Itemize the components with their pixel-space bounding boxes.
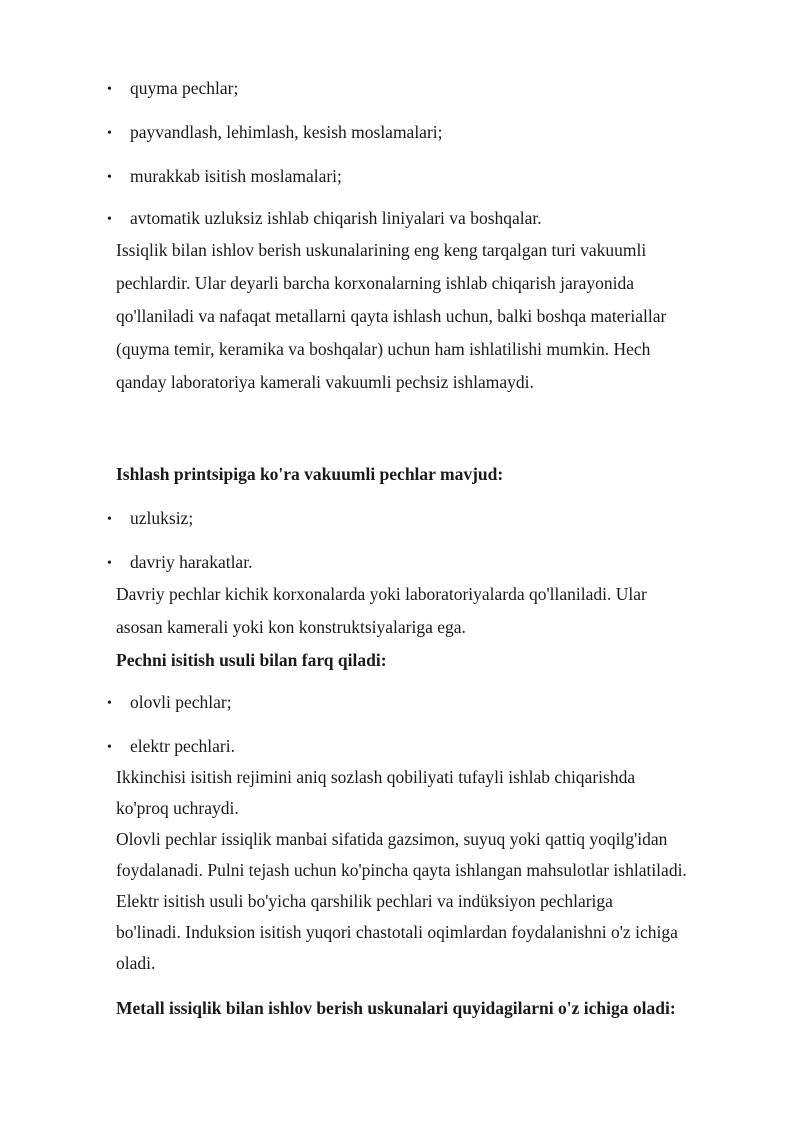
paragraph-line: qanday laboratoriya kamerali vakuumli pechsiz ishlamaydi. [116, 372, 534, 392]
list-item [107, 165, 342, 189]
bullet-icon: • [107, 212, 112, 227]
bullet-icon: • [107, 126, 112, 141]
paragraph-line: Davriy pechlar kichik korxonalarda yoki laboratoriyalarda qo'llaniladi. Ular [116, 584, 647, 604]
paragraph-line: ko'proq uchraydi. [116, 798, 239, 818]
list-item-text: murakkab isitish moslamalari; [130, 166, 342, 186]
section-heading: Ishlash printsipiga ko'ra vakuumli pechlar mavjud: [116, 464, 504, 484]
list-item-text: quyma pechlar; [130, 78, 239, 98]
section-heading: Pechni isitish usuli bilan farq qiladi: [116, 650, 387, 670]
bullet-icon: • [107, 696, 112, 711]
bullet-icon: • [107, 170, 112, 185]
paragraph-line: foydalanadi. Pulni tejash uchun ko'pincha qayta ishlangan mahsulotlar ishlatiladi. [116, 860, 687, 880]
section-heading: Metall issiqlik bilan ishlov berish uskunalari quyidagilarni o'z ichiga oladi: [116, 998, 676, 1018]
paragraph-line: oladi. [116, 953, 156, 973]
list-item [107, 77, 238, 101]
paragraph-line: asosan kamerali yoki kon konstruktsiyalariga ega. [116, 617, 466, 637]
paragraph-line: pechlardir. Ular deyarli barcha korxonalarning ishlab chiqarish jarayonida [116, 273, 634, 293]
paragraph-line: Elektr isitish usuli bo'yicha qarshilik pechlari va indüksiyon pechlariga [116, 891, 613, 911]
list-item [107, 735, 235, 759]
list-item [107, 507, 193, 531]
paragraph-line: Ikkinchisi isitish rejimini aniq sozlash qobiliyati tufayli ishlab chiqarishda [116, 767, 636, 787]
list-item-text: olovli pechlar; [130, 692, 232, 712]
paragraph-line: qo'llaniladi va nafaqat metallarni qayta ishlash uchun, balki boshqa materiallar [116, 306, 667, 326]
bullet-icon: • [107, 512, 112, 527]
list-item-text: elektr pechlari. [130, 736, 235, 756]
paragraph [116, 234, 756, 399]
list-item-text: payvandlash, lehimlash, kesish moslamalari; [130, 122, 443, 142]
list-item-text: uzluksiz; [130, 508, 194, 528]
paragraph-line: Olovli pechlar issiqlik manbai sifatida gazsimon, suyuq yoki qattiq yoqilg'idan [116, 829, 668, 849]
list-item-text: avtomatik uzluksiz ishlab chiqarish liniyalari va boshqalar. [130, 208, 542, 228]
paragraph-line: (quyma temir, keramika va boshqalar) uchun ham ishlatilishi mumkin. Hech [116, 339, 651, 359]
bullet-icon: • [107, 556, 112, 571]
paragraph [116, 578, 756, 644]
paragraph-line: Issiqlik bilan ishlov berish uskunalarining eng keng tarqalgan turi vakuumli [116, 240, 647, 260]
bullet-icon: • [107, 82, 112, 97]
list-item [107, 121, 443, 145]
bullet-icon: • [107, 740, 112, 755]
list-item [107, 691, 232, 715]
list-item-text: davriy harakatlar. [130, 552, 253, 572]
paragraph-line: bo'linadi. Induksion isitish yuqori chastotali oqimlardan foydalanishni o'z ichiga [116, 922, 678, 942]
list-item [107, 551, 252, 575]
paragraph [116, 762, 756, 979]
list-item [107, 207, 542, 231]
